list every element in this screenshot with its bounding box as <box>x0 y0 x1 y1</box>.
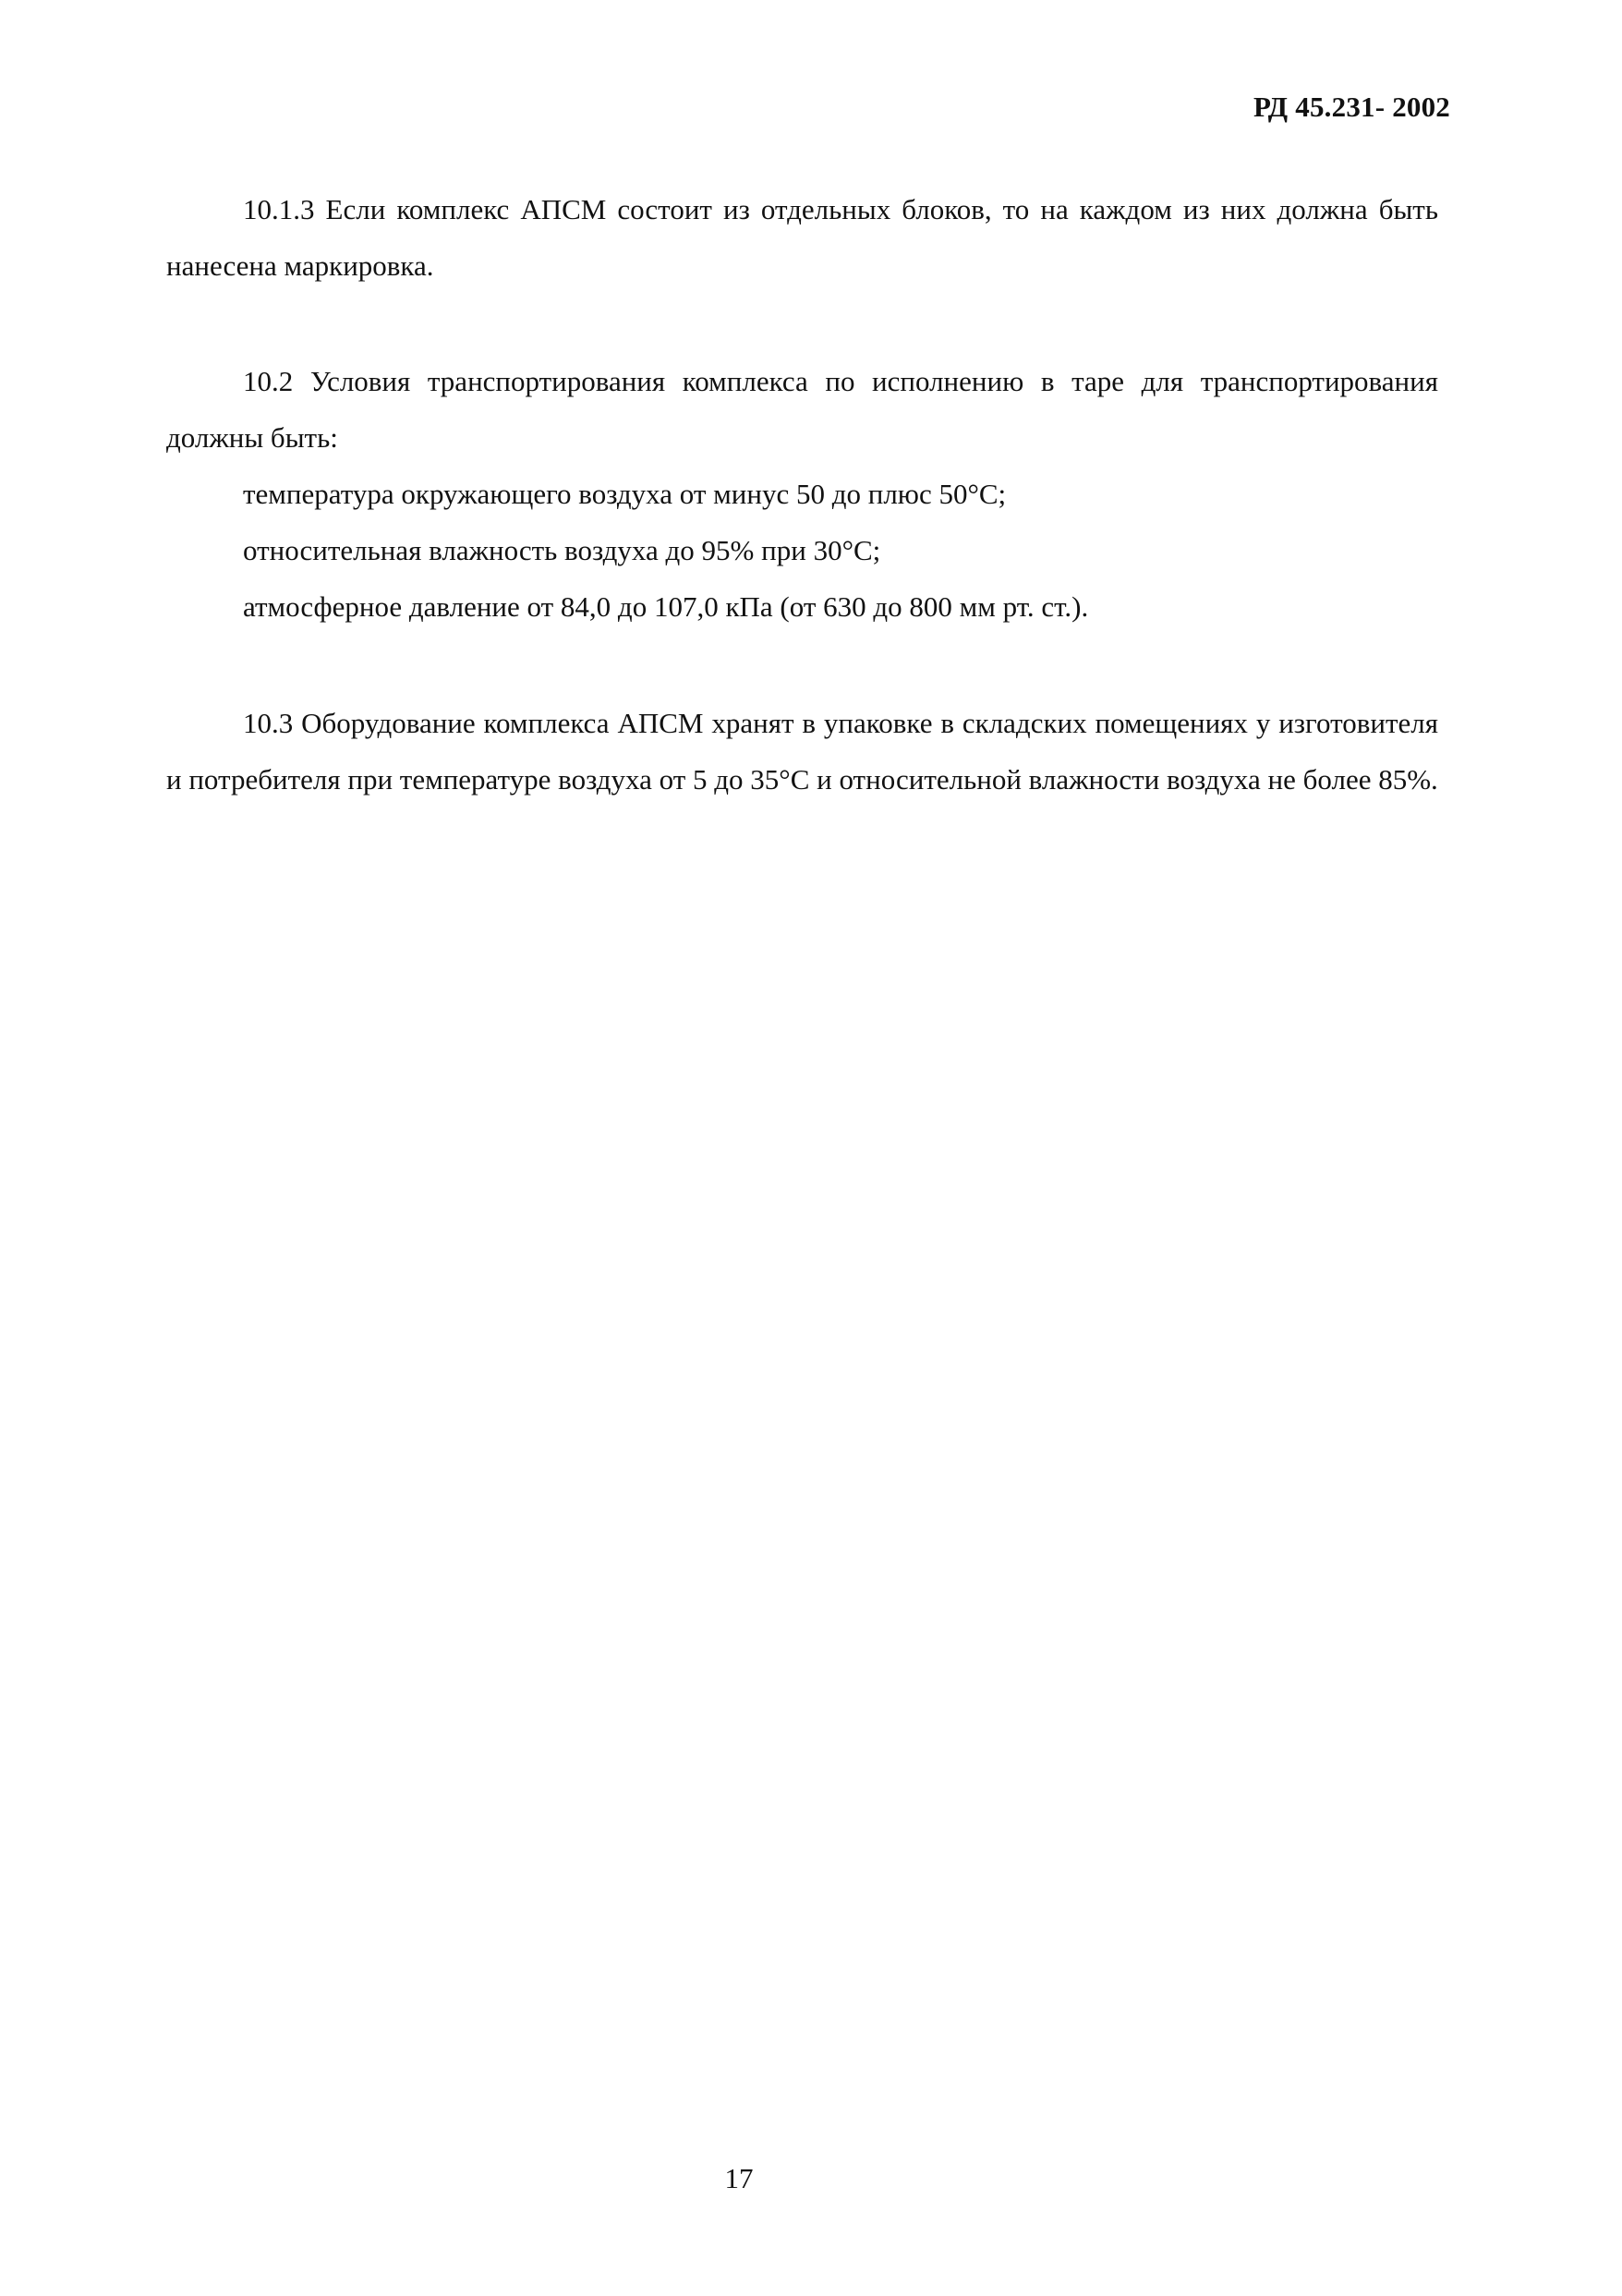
condition-temperature: температура окружающего воздуха от минус 50 до плюс 50°С; <box>243 478 1007 510</box>
paragraph-10-2-intro: 10.2 Условия транспортирования комплекса по исполнению в таре для транспортирования должны быть: <box>166 365 1438 454</box>
document-code: РД 45.231- 2002 <box>1253 91 1450 123</box>
condition-humidity: относительная влажность воздуха до 95% при 30°С; <box>243 534 881 566</box>
section-10-3 <box>166 695 1438 808</box>
section-10-1-3 <box>166 181 1438 294</box>
section-10-2 <box>166 353 1438 635</box>
paragraph-10-1-3: 10.1.3 Если комплекс АПСМ состоит из отдельных блоков, то на каждом из них должна быть нанесена маркировка. <box>166 193 1438 282</box>
paragraph-10-3: 10.3 Оборудование комплекса АПСМ хранят в упаковке в складских помещениях у изготовителя и потребителя при температуре воздуха от 5 до 35°С и относительной влажности воздуха не более 85%. <box>166 707 1438 796</box>
condition-pressure: атмосферное давление от 84,0 до 107,0 кПа (от 630 до 800 мм рт. ст.). <box>243 590 1089 623</box>
page-number: 17 <box>724 2162 754 2194</box>
